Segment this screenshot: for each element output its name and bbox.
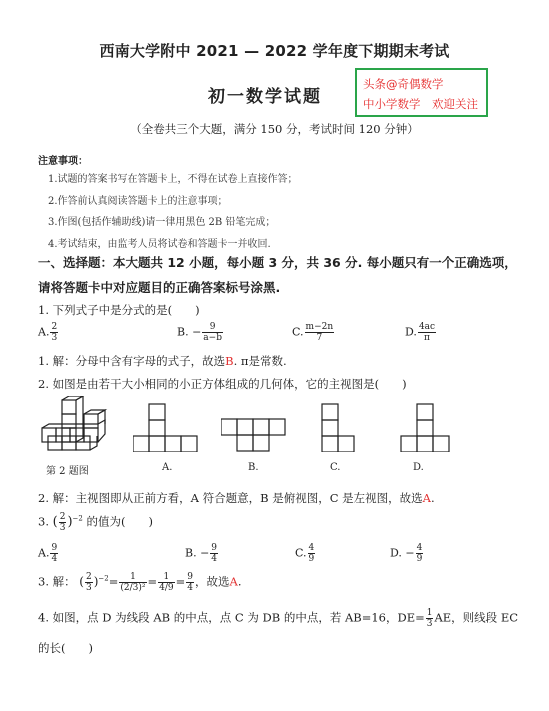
q2-option-d-figure — [400, 402, 450, 452]
q1-d-num: 4ac — [418, 322, 436, 332]
q3-sol-f3 — [186, 572, 194, 593]
q3-c-num: 4 — [308, 543, 315, 553]
q2-option-d-label: D. — [413, 462, 424, 473]
q3-exponent: −2 — [72, 514, 83, 523]
q3-c-den: 9 — [308, 554, 315, 564]
exam-title: 西南大学附中 2021 — 2022 学年度下期期末考试 — [99, 42, 450, 60]
q3-equals-1: = — [108, 574, 119, 589]
q3-number: 3. — [38, 514, 49, 529]
q3-solution: 3. 解： ( $\frac{2}{3}$ )$^{-2}$= $\frac{1}{\text{(2/3)²}}$ = $\frac{1}{4/9}$ = $\frac{9}{4}$ ，故选A. — [38, 572, 242, 593]
exam-info: （全卷共三个大题，满分 150 分，考试时间 120 分钟） — [130, 122, 419, 136]
q1-solution — [38, 353, 287, 369]
q1-solution-end: . π是常数. — [233, 354, 287, 368]
q3-sol-f1-num: 1 — [119, 572, 146, 583]
exam-subtitle: 初一数学试题 — [208, 87, 322, 107]
q3-option-d — [390, 543, 424, 564]
q1-b-label: B. − — [177, 325, 202, 339]
q3-base-den: 3 — [59, 523, 66, 533]
q3-b-num: 9 — [211, 543, 218, 553]
notes-heading: 注意事项： — [38, 156, 88, 167]
q1-d-label: D. — [405, 325, 417, 339]
q1-a-fraction — [50, 322, 58, 343]
stamp-line-1: 头条@奇偶数学 — [363, 77, 444, 91]
q4-frac-den: 3 — [426, 619, 433, 629]
q3-c-label: C. — [295, 546, 307, 560]
q3-solution-text: 3. 解： — [38, 574, 76, 589]
q1-option-c — [292, 322, 335, 343]
q2-option-c-label: C. — [330, 462, 341, 473]
q3-option-b — [185, 543, 219, 564]
watermark-stamp — [355, 68, 488, 117]
q1-c-num: m−2n — [305, 322, 334, 332]
q2-option-c-figure — [320, 402, 356, 452]
q3-option-c — [295, 543, 316, 564]
q3-solution-mid: ，故选 — [195, 574, 230, 589]
q1-answer: B — [225, 354, 234, 368]
q1-b-fraction — [202, 322, 223, 343]
q4-frac-num: 1 — [426, 608, 433, 618]
q3-sol-base-den: 3 — [85, 583, 92, 593]
q3-sol-f2-num: 1 — [158, 572, 174, 583]
q2-option-b-figure — [221, 418, 287, 452]
q3-d-num: 4 — [416, 543, 423, 553]
q3-sol-f3-den: 4 — [187, 583, 193, 593]
q2-figure-caption: 第 2 题图 — [46, 466, 89, 477]
q3-b-fraction — [210, 543, 218, 564]
q3-sol-f3-num: 9 — [187, 572, 193, 582]
q3-base-num: 2 — [59, 512, 66, 522]
q1-a-label: A. — [38, 325, 50, 339]
q2-answer: A — [422, 491, 431, 505]
q3-sol-base-num: 2 — [85, 572, 92, 582]
q4-stem-text: 4. 如图，点 D 为线段 AB 的中点，点 C 为 DB 的中点，若 AB=16，DE= — [38, 610, 425, 625]
q1-b-den: a−b — [203, 333, 222, 343]
q2-solution-end: . — [430, 491, 435, 505]
q3-d-fraction — [416, 543, 424, 564]
q2-solution — [38, 490, 435, 506]
q1-solution-text: 1. 解：分母中含有字母的式子，故选 — [38, 354, 226, 368]
q3-a-num: 9 — [51, 543, 58, 553]
note-item: 3.作图(包括作辅助线)请一律用黑色 2B 铅笔完成； — [48, 217, 276, 228]
q3-answer: A — [229, 574, 238, 589]
q3-a-den: 4 — [51, 554, 58, 564]
q4-stem-line2: 的长( ) — [38, 641, 93, 655]
q3-d-den: 9 — [416, 554, 423, 564]
q1-option-d — [405, 322, 437, 343]
q3-sol-f2 — [158, 572, 174, 593]
q3-sol-f1 — [119, 572, 146, 593]
q2-option-a-figure — [133, 402, 199, 452]
q1-c-label: C. — [292, 325, 304, 339]
q3-sol-base — [85, 572, 93, 593]
q3-solution-end: . — [237, 574, 242, 589]
q3-stem: 3. ( $\frac{2}{3}$ )$^{-2}$ 的值为( ) — [38, 512, 153, 533]
q2-solution-text: 2. 解：主视图即从正前方看，A 符合题意，B 是俯视图，C 是左视图，故选 — [38, 491, 423, 505]
q1-a-num: 2 — [51, 322, 58, 332]
q3-option-a — [38, 543, 59, 564]
q3-b-label: B. − — [185, 546, 210, 560]
q3-d-label: D. − — [390, 546, 415, 560]
stamp-line-2: 中小学数学 欢迎关注 — [363, 97, 478, 111]
q4-stem — [38, 608, 518, 629]
q3-equals-3: = — [175, 574, 186, 589]
note-item: 4.考试结束，由监考人员将试卷和答题卡一并收回. — [48, 239, 271, 250]
q2-option-a-label: A. — [162, 462, 173, 473]
q1-d-fraction — [418, 322, 436, 343]
section-1-heading: 一、选择题：本大题共 12 小题，每小题 3 分，共 36 分. 每小题只有一个正确选项，请将答题卡中对应题目的正确答案标号涂黑. — [38, 255, 517, 295]
q1-stem: 1. 下列式子中是分式的是( ) — [38, 303, 200, 317]
q2-stem: 2. 如图是由若干大小相同的小正方体组成的几何体，它的主视图是( ) — [38, 377, 407, 391]
q4-fraction — [426, 608, 434, 629]
note-item: 2.作答前认真阅读答题卡上的注意事项； — [48, 196, 228, 207]
cube-stack — [42, 396, 105, 450]
q3-a-fraction — [50, 543, 58, 564]
note-item: 1.试题的答案书写在答题卡上，不得在试卷上直接作答； — [48, 174, 298, 185]
q3-sol-f2-den: 4/9 — [159, 583, 174, 593]
q1-a-den: 3 — [51, 333, 58, 343]
q4-stem-tail: AE，则线段 EC — [434, 610, 519, 625]
q1-d-den: π — [424, 333, 430, 343]
q2-option-b-label: B. — [248, 462, 259, 473]
q1-option-b — [177, 322, 224, 343]
q1-b-num: 9 — [202, 322, 223, 333]
q3-c-fraction — [308, 543, 316, 564]
q1-c-den: 7 — [316, 333, 323, 343]
q3-stem-text: 的值为( ) — [86, 514, 153, 529]
q3-base-fraction — [59, 512, 67, 533]
q1-c-fraction — [305, 322, 335, 343]
q3-a-label: A. — [38, 546, 50, 560]
q3-sol-f1-den: (2/3)² — [120, 583, 146, 593]
q3-sol-exponent: −2 — [98, 574, 109, 583]
q3-equals-2: = — [147, 574, 158, 589]
q2-3d-figure — [38, 396, 128, 456]
q1-option-a — [38, 322, 59, 343]
q3-b-den: 4 — [211, 554, 218, 564]
